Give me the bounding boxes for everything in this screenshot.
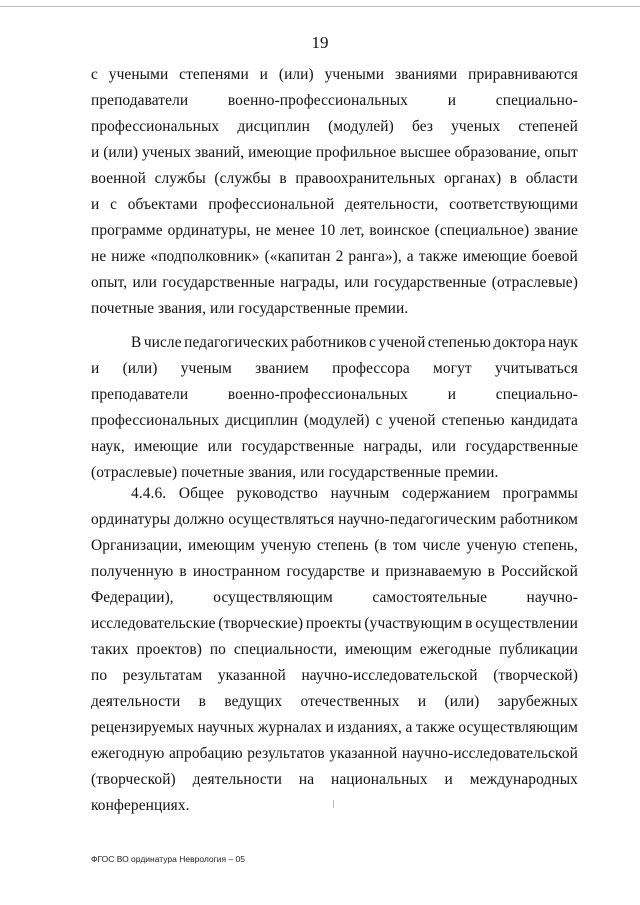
text-line: Федерации), осуществляющим самостоятельные научно- (91, 589, 578, 606)
text-line: исследовательские (творческие) проекты (участвующим в осуществлении (91, 615, 578, 632)
stray-mark (333, 800, 334, 808)
text-line: таких проектов) по специальности, имеющим ежегодные публикации (91, 641, 578, 658)
text-line: с учеными степенями и (или) учеными званиями приравниваются (91, 66, 578, 83)
top-rule (0, 6, 640, 7)
page-number: 19 (311, 33, 329, 52)
text-line: и с объектами профессиональной деятельности, соответствующими (91, 196, 578, 213)
text-line: рецензируемых научных журналах и изданиях, а также осуществляющим (91, 719, 578, 736)
text-line: преподаватели военно-профессиональных и специально- (91, 386, 578, 403)
text-line: 4.4.6. Общее руководство научным содержанием программы (131, 485, 578, 502)
text-line: полученную в иностранном государстве и признаваемую в Российской (91, 563, 578, 580)
text-line: и (или) ученых званий, имеющие профильное высшее образование, опыт (91, 144, 578, 161)
text-line: не ниже «подполковник» («капитан 2 ранга»), а также имеющие боевой (91, 248, 578, 265)
text-line: по результатам указанной научно-исследовательской (творческой) (91, 667, 578, 684)
text-line: наук, имеющие или государственные награды, или государственные (91, 438, 578, 455)
text-line: военной службы (службы в правоохранительных органах) в области (91, 170, 578, 187)
text-line: профессиональных дисциплин (модулей) с ученой степенью кандидата (91, 412, 578, 429)
text-line: ординатуры должно осуществляться научно-педагогическим работником (91, 511, 578, 528)
text-line: ежегодную апробацию результатов указанной научно-исследовательской (91, 745, 578, 762)
text-line: Организации, имеющим ученую степень (в том числе ученую степень, (91, 537, 578, 554)
paragraph-1 (91, 62, 578, 322)
text-line: конференциях. (91, 797, 190, 814)
paragraph-3 (91, 481, 578, 819)
paragraph-2 (91, 330, 578, 486)
text-line: почетные звания, или государственные премии. (91, 300, 409, 317)
text-line: деятельности в ведущих отечественных и (или) зарубежных (91, 693, 578, 710)
text-line: профессиональных дисциплин (модулей) без ученых степеней (91, 118, 578, 135)
text-line: (творческой) деятельности на национальных и международных (91, 771, 578, 788)
text-line: программе ординатуры, не менее 10 лет, воинское (специальное) звание (91, 222, 578, 239)
text-line: и (или) ученым званием профессора могут учитываться (91, 360, 578, 377)
text-line: (отраслевые) почетные звания, или государственные премии. (91, 464, 499, 481)
text-line: В числе педагогических работников с ученой степенью доктора наук (131, 334, 578, 351)
footer-text: ФГОС ВО ординатура Неврология – 05 (91, 854, 246, 864)
text-line: преподаватели военно-профессиональных и специально- (91, 92, 578, 109)
text-line: опыт, или государственные награды, или государственные (отраслевые) (91, 274, 578, 291)
